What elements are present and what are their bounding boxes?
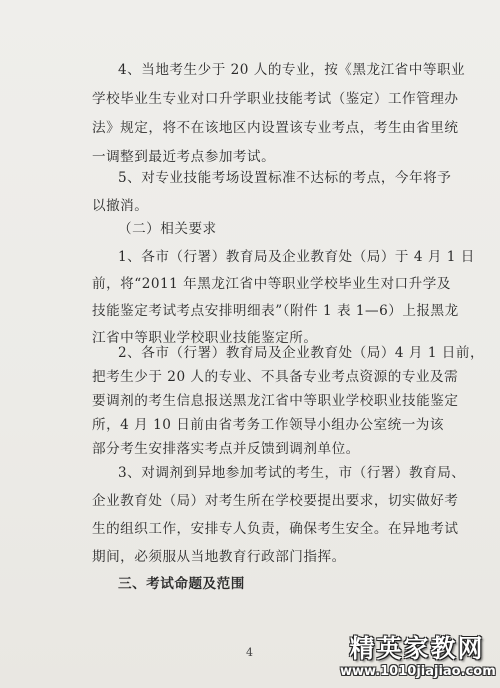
section-heading-requirements: （二）相关要求 <box>118 221 217 237</box>
requirement-2-line-3: 要调剂的考生信息报送黑龙江省中等职业学校职业技能鉴定 <box>92 393 459 409</box>
page-number: 4 <box>246 646 253 659</box>
requirement-3-line-3: 生的组织工作，安排专人负责，确保考生安全。在异地考试 <box>92 521 459 537</box>
requirement-3-line-1: 3、对调剂到异地参加考试的考生，市（行署）教育局、 <box>118 465 466 481</box>
requirement-1-line-4: 江省中等职业学校职业技能鉴定所。 <box>92 330 318 346</box>
requirement-3-line-4: 期间，必须服从当地教育行政部门指挥。 <box>92 549 346 565</box>
paragraph-5-line-2: 以撤消。 <box>92 198 149 214</box>
paragraph-4-line-3: 法》规定，将不在该地区内设置该专业考点，考生由省里统 <box>92 120 459 136</box>
watermark-url: www.1010jiajiao.com <box>340 664 496 679</box>
requirement-1-line-1: 1、各市（行署）教育局及企业教育处（局）于 4 月 1 日 <box>118 249 475 265</box>
requirement-2-line-5: 部分考生安排落实考点并反馈到调剂单位。 <box>92 441 360 457</box>
paragraph-5-line-1: 5、对专业技能考场设置标准不达标的考点，今年将予 <box>118 170 452 186</box>
requirement-3-line-2: 企业教育处（局）对考生所在学校要提出要求，切实做好考 <box>92 493 459 509</box>
watermark-logo: 精英家教网 <box>349 634 485 663</box>
requirement-2-line-4: 所，4 月 10 日前由省考务工作领导小组办公室统一为该 <box>92 417 444 433</box>
requirement-2-line-2: 把考生少于 20 人的专业、不具备专业考点资源的专业及需 <box>92 369 459 385</box>
site-watermark <box>340 634 494 682</box>
paragraph-4-line-2: 学校毕业生专业对口升学职业技能考试（鉴定）工作管理办 <box>92 91 459 107</box>
paragraph-4-line-1: 4、当地考生少于 20 人的专业，按《黑龙江省中等职业 <box>118 62 466 78</box>
requirement-2-line-1: 2、各市（行署）教育局及企业教育处（局）4 月 1 日前， <box>118 345 485 361</box>
requirement-1-line-3: 技能鉴定考试考点安排明细表”（附件 1 表 1—6）上报黑龙 <box>92 303 459 319</box>
requirement-1-line-2: 前，将“2011 年黑龙江省中等职业学校毕业生对口升学及 <box>92 276 451 292</box>
section-heading-exam-scope: 三、考试命题及范围 <box>118 576 245 592</box>
paragraph-4-line-4: 一调整到最近考点参加考试。 <box>92 149 276 165</box>
